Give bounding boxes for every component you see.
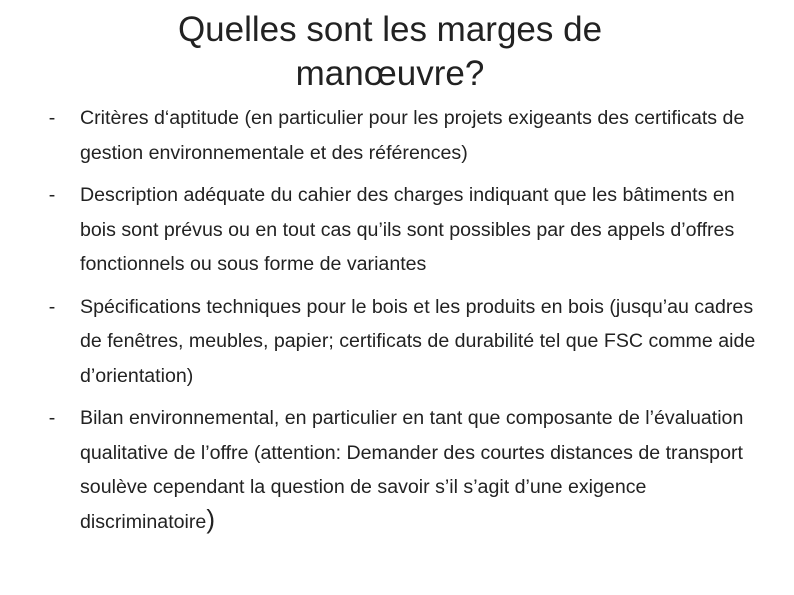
bullet-text-wrapper — [80, 401, 760, 539]
bullet-item-description — [40, 178, 760, 282]
slide-title — [80, 8, 700, 96]
bullet-dash: - — [48, 407, 56, 429]
bullet-item-aptitude — [40, 101, 760, 170]
bullet-item-bilan — [40, 401, 760, 539]
closing-parenthesis: ) — [206, 503, 215, 534]
bullet-text: Bilan environnemental, en particulier en tant que composante de l’évaluation qualitative de l’offre (attention: Demander des courtes distances de transport soulève cependant la question de savoir s’il s’agit d’une exigence discriminatoire — [80, 407, 744, 533]
slide-title-line-2: manœuvre? — [295, 54, 485, 93]
slide-title-line-1: Quelles sont les marges de — [177, 10, 603, 49]
bullet-dash: - — [48, 107, 56, 129]
bullet-text: Description adéquate du cahier des charges indiquant que les bâtiments en bois sont prévus ou en tout cas qu’ils sont possibles par des appels d’offres fonctionnels ou sous forme de variantes — [80, 184, 735, 275]
bullet-text: Spécifications techniques pour le bois et les produits en bois (jusqu’au cadres de fenêtres, meubles, papier; certificats de durabilité tel que FSC comme aide d’orientation) — [80, 295, 756, 387]
bullet-list — [40, 101, 760, 547]
bullet-dash: - — [48, 295, 56, 318]
bullet-dash: - — [48, 184, 56, 206]
bullet-text: Critères d‘aptitude (en particulier pour les projets exigeants des certificats de gestion environnementale et des références) — [80, 107, 745, 164]
bullet-item-specifications — [40, 290, 760, 394]
